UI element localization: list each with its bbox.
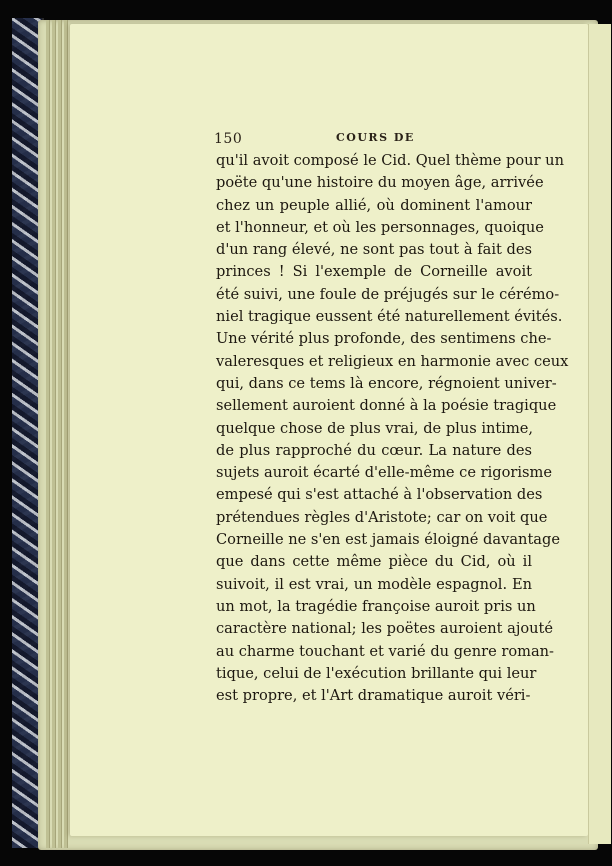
text-line: qu'il avoit composé le Cid. Quel thème pour un: [216, 152, 564, 169]
text-line: empesé qui s'est attaché à l'observation des: [216, 486, 543, 504]
text-line: quelque chose de plus vrai, de plus intime,: [216, 419, 534, 437]
text-line: suivoit, il est vrai, un modèle espagnol. En: [216, 575, 532, 593]
text-line: que dans cette même pièce du Cid, où il: [216, 553, 532, 571]
text-line: de plus rapproché du cœur. La nature des: [216, 441, 532, 459]
text-line: au charme touchant et varié du genre roman-: [216, 642, 554, 660]
page-number: 150: [214, 131, 243, 147]
text-line: niel tragique eussent été naturellement évités.: [216, 308, 563, 326]
text-line: sujets auroit écarté d'elle-même ce rigorisme: [216, 464, 553, 482]
page-edge: [52, 20, 56, 848]
text-line: un mot, la tragédie françoise auroit pris un: [216, 597, 536, 615]
running-head: COURS DE: [336, 131, 415, 144]
text-line: caractère national; les poëtes auroient ajouté: [216, 620, 554, 638]
body-text: [216, 150, 569, 707]
page-edge: [64, 20, 68, 848]
text-line: été suivi, une foule de préjugés sur le cérémo-: [216, 285, 560, 303]
text-line: Une vérité plus profonde, des sentimens che-: [216, 330, 552, 348]
text-line: poëte qu'une histoire du moyen âge, arrivée: [216, 174, 544, 192]
page-edge: [58, 20, 62, 848]
page-edge: [46, 20, 50, 848]
text-line: est propre, et l'Art dramatique auroit véri-: [216, 687, 531, 705]
text-line: valeresques et religieux en harmonie avec ceux: [216, 352, 569, 370]
text-line: chez un peuple allié, où dominent l'amour: [216, 196, 532, 214]
facing-page-edge: [588, 24, 611, 844]
text-line: et l'honneur, et où les personnages, quoique: [216, 218, 544, 236]
text-line: princes ! Si l'exemple de Corneille avoit: [216, 263, 532, 281]
text-line: sellement auroient donné à la poésie tragique: [216, 397, 557, 415]
text-line: qui, dans ce tems là encore, régnoient univer-: [216, 374, 557, 392]
text-line: tique, celui de l'exécution brillante qui leur: [216, 664, 537, 682]
text-line: prétendues règles d'Aristote; car on voit que: [216, 508, 548, 526]
text-line: d'un rang élevé, ne sont pas tout à fait des: [216, 241, 532, 259]
text-line: Corneille ne s'en est jamais éloigné davantage: [216, 531, 560, 549]
